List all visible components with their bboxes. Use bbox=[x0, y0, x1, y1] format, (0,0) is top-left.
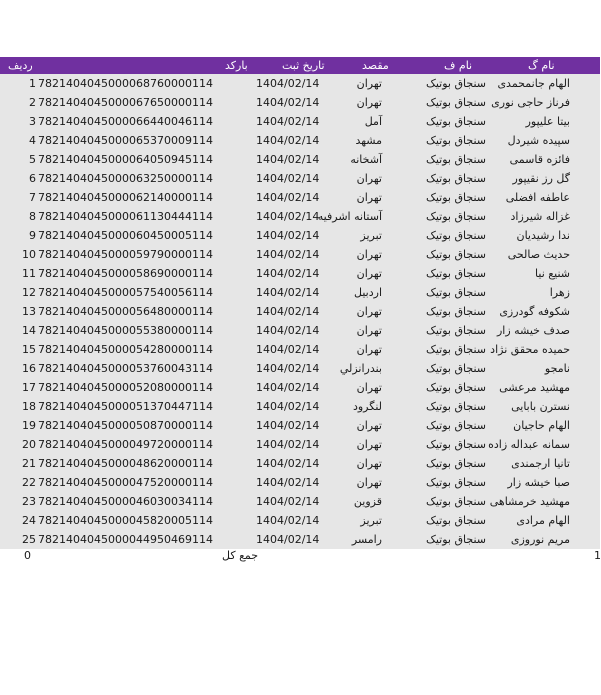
table-row bbox=[0, 378, 600, 397]
barcode-cell: 7821404045000055380000114 bbox=[38, 324, 213, 337]
sender-cell: سنجاق بوتیک bbox=[426, 457, 486, 470]
sender-cell: سنجاق بوتیک bbox=[426, 210, 486, 223]
sender-cell: سنجاق بوتیک bbox=[426, 400, 486, 413]
recipient-cell: شنیع نیا bbox=[535, 267, 570, 280]
date-cell: 1404/02/14 bbox=[256, 514, 320, 527]
table-body bbox=[0, 74, 600, 549]
row-index: 8 bbox=[29, 210, 36, 223]
footer-edge-value: 1 bbox=[594, 549, 601, 562]
sender-cell: سنجاق بوتیک bbox=[426, 77, 486, 90]
row-index: 5 bbox=[29, 153, 36, 166]
barcode-cell: 7821404045000064050945114 bbox=[38, 153, 213, 166]
table-row bbox=[0, 112, 600, 131]
recipient-cell: سمانه عبداله زاده bbox=[488, 438, 570, 451]
barcode-cell: 7821404045000062140000114 bbox=[38, 191, 213, 204]
recipient-cell: الهام جانمحمدی bbox=[497, 77, 570, 90]
recipient-cell: مهشید خرمشاهی bbox=[489, 495, 570, 508]
date-cell: 1404/02/14 bbox=[256, 381, 320, 394]
destination-cell: تهران bbox=[356, 324, 382, 337]
table-row bbox=[0, 511, 600, 530]
sender-cell: سنجاق بوتیک bbox=[426, 191, 486, 204]
row-index: 16 bbox=[22, 362, 36, 375]
sender-cell: سنجاق بوتیک bbox=[426, 533, 486, 546]
table-row bbox=[0, 397, 600, 416]
destination-cell: بندرانزلي bbox=[339, 362, 382, 375]
sender-cell: سنجاق بوتیک bbox=[426, 248, 486, 261]
sender-cell: سنجاق بوتیک bbox=[426, 115, 486, 128]
barcode-cell: 7821404045000059790000114 bbox=[38, 248, 213, 261]
row-index: 10 bbox=[22, 248, 36, 261]
barcode-cell: 7821404045000068760000114 bbox=[38, 77, 213, 90]
row-index: 22 bbox=[22, 476, 36, 489]
recipient-cell: مهشید مرعشی bbox=[499, 381, 570, 394]
destination-cell: تهران bbox=[356, 343, 382, 356]
row-index: 20 bbox=[22, 438, 36, 451]
row-index: 15 bbox=[22, 343, 36, 356]
destination-cell: مشهد bbox=[355, 134, 382, 147]
barcode-cell: 7821404045000052080000114 bbox=[38, 381, 213, 394]
destination-cell: تهران bbox=[356, 419, 382, 432]
sender-cell: سنجاق بوتیک bbox=[426, 495, 486, 508]
destination-cell: تهران bbox=[356, 172, 382, 185]
date-cell: 1404/02/14 bbox=[256, 400, 320, 413]
barcode-cell: 7821404045000053760043114 bbox=[38, 362, 213, 375]
table-row bbox=[0, 473, 600, 492]
table-row bbox=[0, 435, 600, 454]
recipient-cell: الهام مرادی bbox=[516, 514, 570, 527]
table-row bbox=[0, 302, 600, 321]
recipient-cell: حمیده محقق نژاد bbox=[490, 343, 570, 356]
barcode-cell: 7821404045000065370009114 bbox=[38, 134, 213, 147]
recipient-cell: تانیا ارجمندی bbox=[511, 457, 570, 470]
recipient-cell: زهرا bbox=[549, 286, 570, 299]
destination-cell: آستانه اشرفیه bbox=[317, 210, 382, 223]
row-index: 4 bbox=[29, 134, 36, 147]
row-index: 1 bbox=[29, 77, 36, 90]
destination-cell: تهران bbox=[356, 77, 382, 90]
date-cell: 1404/02/14 bbox=[256, 457, 320, 470]
sender-cell: سنجاق بوتیک bbox=[426, 362, 486, 375]
row-index: 25 bbox=[22, 533, 36, 546]
date-cell: 1404/02/14 bbox=[256, 153, 320, 166]
recipient-cell: ندا رشیدیان bbox=[516, 229, 570, 242]
barcode-cell: 7821404045000058690000114 bbox=[38, 267, 213, 280]
table-row bbox=[0, 454, 600, 473]
recipient-cell: غزاله شیرزاد bbox=[510, 210, 570, 223]
table-row bbox=[0, 226, 600, 245]
sender-cell: سنجاق بوتیک bbox=[426, 324, 486, 337]
table-row bbox=[0, 150, 600, 169]
table-row bbox=[0, 131, 600, 150]
destination-cell: تهران bbox=[356, 305, 382, 318]
date-cell: 1404/02/14 bbox=[256, 267, 320, 280]
table-row bbox=[0, 283, 600, 302]
barcode-cell: 7821404045000067650000114 bbox=[38, 96, 213, 109]
row-index: 9 bbox=[29, 229, 36, 242]
sender-cell: سنجاق بوتیک bbox=[426, 153, 486, 166]
sender-cell: سنجاق بوتیک bbox=[426, 419, 486, 432]
row-index: 3 bbox=[29, 115, 36, 128]
sender-cell: سنجاق بوتیک bbox=[426, 286, 486, 299]
barcode-cell: 7821404045000051370447114 bbox=[38, 400, 213, 413]
header-recipient: نام گ bbox=[528, 59, 555, 72]
destination-cell: تهران bbox=[356, 267, 382, 280]
row-index: 2 bbox=[29, 96, 36, 109]
date-cell: 1404/02/14 bbox=[256, 210, 320, 223]
header-barcode: بارکد bbox=[225, 59, 248, 72]
destination-cell: اردبیل bbox=[354, 286, 382, 299]
table-row bbox=[0, 245, 600, 264]
sender-cell: سنجاق بوتیک bbox=[426, 134, 486, 147]
date-cell: 1404/02/14 bbox=[256, 77, 320, 90]
table-row bbox=[0, 188, 600, 207]
destination-cell: آمل bbox=[364, 115, 382, 128]
recipient-cell: عاطفه افضلی bbox=[505, 191, 570, 204]
row-index: 6 bbox=[29, 172, 36, 185]
date-cell: 1404/02/14 bbox=[256, 438, 320, 451]
date-cell: 1404/02/14 bbox=[256, 419, 320, 432]
row-index: 11 bbox=[22, 267, 36, 280]
date-cell: 1404/02/14 bbox=[256, 362, 320, 375]
destination-cell: قزوین bbox=[353, 495, 382, 508]
header-destination: مقصد bbox=[362, 59, 389, 72]
destination-cell: تهران bbox=[356, 381, 382, 394]
barcode-cell: 7821404045000057540056114 bbox=[38, 286, 213, 299]
table-row bbox=[0, 416, 600, 435]
row-index: 23 bbox=[22, 495, 36, 508]
sender-cell: سنجاق بوتیک bbox=[426, 514, 486, 527]
table-row bbox=[0, 340, 600, 359]
date-cell: 1404/02/14 bbox=[256, 533, 320, 546]
barcode-cell: 7821404045000048620000114 bbox=[38, 457, 213, 470]
sender-cell: سنجاق بوتیک bbox=[426, 267, 486, 280]
destination-cell: تبریز bbox=[360, 514, 382, 527]
recipient-cell: فائزه قاسمی bbox=[509, 153, 570, 166]
header-sender: نام ف bbox=[444, 59, 473, 72]
footer-total-label: جمع کل bbox=[222, 549, 259, 562]
barcode-cell: 7821404045000050870000114 bbox=[38, 419, 213, 432]
sender-cell: سنجاق بوتیک bbox=[426, 343, 486, 356]
recipient-cell: صبا خیشه زار bbox=[507, 476, 570, 489]
row-index: 7 bbox=[29, 191, 36, 204]
date-cell: 1404/02/14 bbox=[256, 96, 320, 109]
footer-total-value: 0 bbox=[24, 549, 31, 562]
recipient-cell: فرناز حاجی نوری bbox=[491, 96, 570, 109]
table-row bbox=[0, 169, 600, 188]
sender-cell: سنجاق بوتیک bbox=[426, 305, 486, 318]
date-cell: 1404/02/14 bbox=[256, 229, 320, 242]
recipient-cell: مریم نوروزی bbox=[510, 533, 570, 546]
destination-cell: تهران bbox=[356, 191, 382, 204]
recipient-cell: الهام حاجیان bbox=[513, 419, 570, 432]
date-cell: 1404/02/14 bbox=[256, 286, 320, 299]
table-row bbox=[0, 74, 600, 93]
table-footer bbox=[0, 549, 600, 563]
destination-cell: تهران bbox=[356, 476, 382, 489]
destination-cell: لنگرود bbox=[352, 400, 382, 413]
recipient-cell: بیتا علیپور bbox=[525, 115, 570, 128]
table-row bbox=[0, 492, 600, 511]
sender-cell: سنجاق بوتیک bbox=[426, 172, 486, 185]
destination-cell: تهران bbox=[356, 96, 382, 109]
destination-cell: تهران bbox=[356, 438, 382, 451]
barcode-cell: 7821404045000046030034114 bbox=[38, 495, 213, 508]
destination-cell: تهران bbox=[356, 457, 382, 470]
table-row bbox=[0, 359, 600, 378]
barcode-cell: 7821404045000045820005114 bbox=[38, 514, 213, 527]
row-index: 18 bbox=[22, 400, 36, 413]
sender-cell: سنجاق بوتیک bbox=[426, 381, 486, 394]
barcode-cell: 7821404045000049720000114 bbox=[38, 438, 213, 451]
barcode-cell: 7821404045000044950469114 bbox=[38, 533, 213, 546]
destination-cell: تهران bbox=[356, 248, 382, 261]
destination-cell: آشخانه bbox=[350, 153, 382, 166]
barcode-cell: 7821404045000054280000114 bbox=[38, 343, 213, 356]
row-index: 14 bbox=[22, 324, 36, 337]
barcode-cell: 7821404045000066440046114 bbox=[38, 115, 213, 128]
table-row bbox=[0, 530, 600, 549]
date-cell: 1404/02/14 bbox=[256, 495, 320, 508]
destination-cell: رامسر bbox=[351, 533, 382, 546]
row-index: 24 bbox=[22, 514, 36, 527]
report-table bbox=[0, 57, 600, 563]
barcode-cell: 7821404045000047520000114 bbox=[38, 476, 213, 489]
recipient-cell: شکوفه گودرزی bbox=[499, 305, 570, 318]
table-header bbox=[0, 57, 600, 74]
header-radif: ردیف bbox=[8, 59, 33, 72]
recipient-cell: نسترن بابایی bbox=[511, 400, 570, 413]
destination-cell: تبریز bbox=[360, 229, 382, 242]
sender-cell: سنجاق بوتیک bbox=[426, 229, 486, 242]
sender-cell: سنجاق بوتیک bbox=[426, 96, 486, 109]
table-row bbox=[0, 321, 600, 340]
recipient-cell: گل رز نقیپور bbox=[512, 172, 570, 185]
date-cell: 1404/02/14 bbox=[256, 476, 320, 489]
header-date: تاریخ ثبت bbox=[282, 59, 325, 72]
date-cell: 1404/02/14 bbox=[256, 324, 320, 337]
sender-cell: سنجاق بوتیک bbox=[426, 476, 486, 489]
barcode-cell: 7821404045000063250000114 bbox=[38, 172, 213, 185]
date-cell: 1404/02/14 bbox=[256, 172, 320, 185]
table-row bbox=[0, 207, 600, 226]
recipient-cell: حدیث صالحی bbox=[507, 248, 570, 261]
recipient-cell: صدف خیشه زار bbox=[496, 324, 570, 337]
row-index: 19 bbox=[22, 419, 36, 432]
date-cell: 1404/02/14 bbox=[256, 305, 320, 318]
row-index: 21 bbox=[22, 457, 36, 470]
date-cell: 1404/02/14 bbox=[256, 343, 320, 356]
barcode-cell: 7821404045000061130444114 bbox=[38, 210, 213, 223]
barcode-cell: 7821404045000060450005114 bbox=[38, 229, 213, 242]
table-row bbox=[0, 93, 600, 112]
recipient-cell: نامجو bbox=[544, 362, 570, 375]
row-index: 12 bbox=[22, 286, 36, 299]
date-cell: 1404/02/14 bbox=[256, 115, 320, 128]
date-cell: 1404/02/14 bbox=[256, 248, 320, 261]
table-row bbox=[0, 264, 600, 283]
barcode-cell: 7821404045000056480000114 bbox=[38, 305, 213, 318]
row-index: 13 bbox=[22, 305, 36, 318]
date-cell: 1404/02/14 bbox=[256, 191, 320, 204]
sender-cell: سنجاق بوتیک bbox=[426, 438, 486, 451]
date-cell: 1404/02/14 bbox=[256, 134, 320, 147]
row-index: 17 bbox=[22, 381, 36, 394]
recipient-cell: سپیده شیردل bbox=[507, 134, 570, 147]
